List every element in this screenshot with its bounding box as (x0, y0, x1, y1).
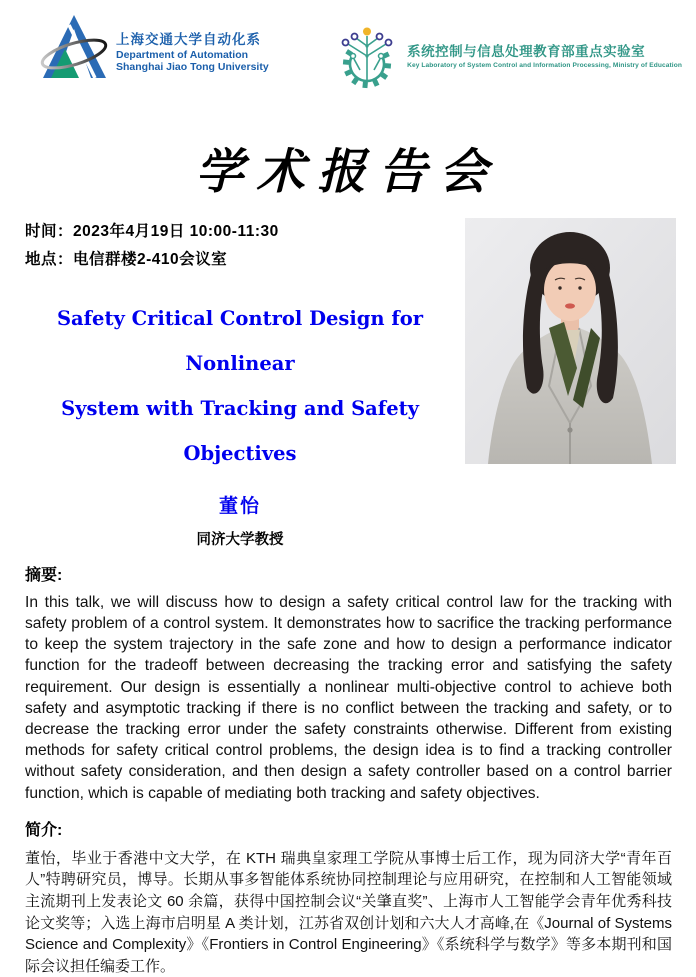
speaker-affiliation: 同济大学教授 (196, 531, 284, 548)
lab-name-en: Key Laboratory of System Control and Information Processing, Ministry of Education (407, 62, 682, 69)
lab-name-cn: 系统控制与信息处理教育部重点实验室 (407, 44, 646, 59)
sjtu-name-en-line2: Shanghai Jiao Tong University (116, 61, 269, 73)
event-info-section (25, 218, 676, 549)
event-time: 时间：2023年4月19日 10:00-11:30 (25, 223, 279, 240)
sjtu-name-cn: 上海交通大学自动化系 (116, 32, 261, 47)
abstract-body: In this talk, we will discuss how to design a safety critical control law for the tracking with safety problem of a control system. It demonstrates how to sacrifice the tracking performance to keep the system trajectory in the safe zone and how to design a performance indicator function for the tradeoff between decreasing the tracking error and satisfying the safety requirement. Our design is essentially a nonlinear multi-objective control to achieve both safety and asymptotic tracking if there is no conflict between the tracking and safety, or to decrease the tracking error under the safety constraints otherwise. Different from existing methods for safety critical control problems, the design idea is to find a tracking controller without safety consideration, and then design a safety controller based on a control barrier function, which is capable of mediating both tracking and safety objectives. (25, 593, 672, 802)
sjtu-logo-text (116, 28, 269, 73)
seminar-banner-title: 学术报告会 (195, 146, 501, 199)
bio-body: 董怡，毕业于香港中文大学，在 KTH 瑞典皇家理工学院从事博士后工作，现为同济大学“青年百人”特聘研究员，博导。长期从事多智能体系统协同控制理论与应用研究，在控制和人工智能领域主流期刊上发表论文 60 余篇，获得中国控制会议“关肇直奖”、上海市人工智能学会青年优秀科技论文奖等；入选上海市启明星 A 类计划，江苏省双创计划和六大人才高峰,在《Journal of Systems Science and Complexity》《Frontiers in Control Engineering》《系统科学与数学》等多本期刊和国际会议担任编委工作。 (25, 849, 672, 975)
bio-section (25, 817, 672, 977)
lab-logo (332, 12, 682, 97)
abstract-section (25, 562, 672, 804)
header (0, 0, 696, 97)
bio-heading: 简介: (25, 821, 63, 839)
lab-logo-icon (332, 12, 402, 97)
talk-title (25, 296, 455, 477)
sjtu-logo-icon (38, 12, 110, 89)
event-info-left (25, 218, 465, 549)
talk-title-line-2: System with Tracking and Safety Objectives (61, 397, 419, 466)
sjtu-logo (38, 12, 269, 89)
talk-title-line-1: Safety Critical Control Design for Nonlinear (56, 306, 424, 376)
abstract-heading: 摘要: (25, 566, 63, 584)
sjtu-name-en-line1: Department of Automation (116, 49, 249, 61)
speaker-photo (465, 218, 676, 464)
event-location: 地点：电信群楼2-410会议室 (25, 250, 228, 268)
lab-logo-text (407, 40, 682, 69)
speaker-name: 董怡 (218, 495, 261, 517)
